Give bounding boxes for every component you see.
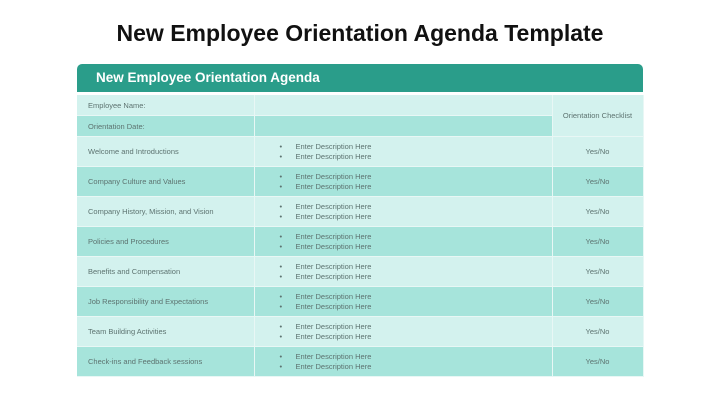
topic-cell: Team Building Activities: [77, 317, 254, 347]
description-item: [280, 332, 552, 342]
bullet-icon: •: [279, 331, 283, 341]
status-cell[interactable]: Yes/No: [552, 167, 643, 197]
employee-name-label: Employee Name:: [77, 95, 254, 116]
bullet-icon: •: [279, 351, 283, 361]
description-text[interactable]: Enter Description Here: [295, 261, 372, 271]
topic-cell: Benefits and Compensation: [77, 257, 254, 287]
agenda-row: [77, 197, 643, 227]
bullet-icon: •: [279, 141, 283, 151]
description-text[interactable]: Enter Description Here: [295, 211, 372, 221]
bullet-icon: •: [279, 291, 283, 301]
agenda-row: [77, 287, 643, 317]
agenda-row: [77, 347, 643, 377]
bullet-icon: •: [279, 241, 283, 251]
agenda-card: [77, 64, 643, 377]
description-item: [280, 352, 552, 362]
status-cell[interactable]: Yes/No: [552, 347, 643, 377]
description-text[interactable]: Enter Description Here: [295, 241, 372, 251]
status-cell[interactable]: Yes/No: [552, 287, 643, 317]
bullet-icon: •: [279, 231, 283, 241]
topic-cell: Check-ins and Feedback sessions: [77, 347, 254, 377]
description-item: [280, 232, 552, 242]
description-item: [280, 272, 552, 282]
description-item: [280, 212, 552, 222]
agenda-row: [77, 317, 643, 347]
description-item: [280, 242, 552, 252]
topic-cell: Company Culture and Values: [77, 167, 254, 197]
description-item: [280, 142, 552, 152]
employee-name-field[interactable]: [254, 95, 552, 116]
description-cell: [254, 167, 552, 197]
description-cell: [254, 347, 552, 377]
description-text[interactable]: Enter Description Here: [295, 351, 372, 361]
agenda-table: [77, 95, 644, 377]
description-text[interactable]: Enter Description Here: [295, 321, 372, 331]
bullet-icon: •: [279, 181, 283, 191]
agenda-row: [77, 227, 643, 257]
status-cell[interactable]: Yes/No: [552, 137, 643, 167]
bullet-icon: •: [279, 211, 283, 221]
description-text[interactable]: Enter Description Here: [295, 331, 372, 341]
topic-cell: Job Responsibility and Expectations: [77, 287, 254, 317]
topic-cell: Welcome and Introductions: [77, 137, 254, 167]
agenda-row: [77, 167, 643, 197]
status-cell[interactable]: Yes/No: [552, 317, 643, 347]
checklist-header: Orientation Checklist: [552, 95, 643, 137]
bullet-icon: •: [279, 301, 283, 311]
bullet-icon: •: [279, 151, 283, 161]
description-text[interactable]: Enter Description Here: [295, 301, 372, 311]
description-item: [280, 322, 552, 332]
description-cell: [254, 317, 552, 347]
orientation-date-field[interactable]: [254, 116, 552, 137]
description-cell: [254, 137, 552, 167]
description-item: [280, 182, 552, 192]
description-text[interactable]: Enter Description Here: [295, 201, 372, 211]
topic-cell: Company History, Mission, and Vision: [77, 197, 254, 227]
bullet-icon: •: [279, 261, 283, 271]
description-item: [280, 172, 552, 182]
agenda-row: [77, 137, 643, 167]
description-item: [280, 262, 552, 272]
description-text[interactable]: Enter Description Here: [295, 151, 372, 161]
description-item: [280, 202, 552, 212]
agenda-header: New Employee Orientation Agenda: [77, 64, 643, 92]
description-text[interactable]: Enter Description Here: [295, 141, 372, 151]
description-cell: [254, 197, 552, 227]
agenda-row: [77, 257, 643, 287]
description-item: [280, 302, 552, 312]
description-text[interactable]: Enter Description Here: [295, 271, 372, 281]
description-text[interactable]: Enter Description Here: [295, 361, 372, 371]
description-cell: [254, 227, 552, 257]
bullet-icon: •: [279, 201, 283, 211]
description-item: [280, 152, 552, 162]
description-text[interactable]: Enter Description Here: [295, 291, 372, 301]
description-text[interactable]: Enter Description Here: [295, 181, 372, 191]
description-text[interactable]: Enter Description Here: [295, 171, 372, 181]
topic-cell: Policies and Procedures: [77, 227, 254, 257]
description-cell: [254, 257, 552, 287]
status-cell[interactable]: Yes/No: [552, 197, 643, 227]
description-item: [280, 292, 552, 302]
description-text[interactable]: Enter Description Here: [295, 231, 372, 241]
bullet-icon: •: [279, 171, 283, 181]
page-title: New Employee Orientation Agenda Template: [116, 20, 604, 46]
employee-name-row: [77, 95, 643, 116]
bullet-icon: •: [279, 361, 283, 371]
status-cell[interactable]: Yes/No: [552, 227, 643, 257]
bullet-icon: •: [279, 321, 283, 331]
status-cell[interactable]: Yes/No: [552, 257, 643, 287]
description-item: [280, 362, 552, 372]
description-cell: [254, 287, 552, 317]
bullet-icon: •: [279, 271, 283, 281]
orientation-date-label: Orientation Date:: [77, 116, 254, 137]
